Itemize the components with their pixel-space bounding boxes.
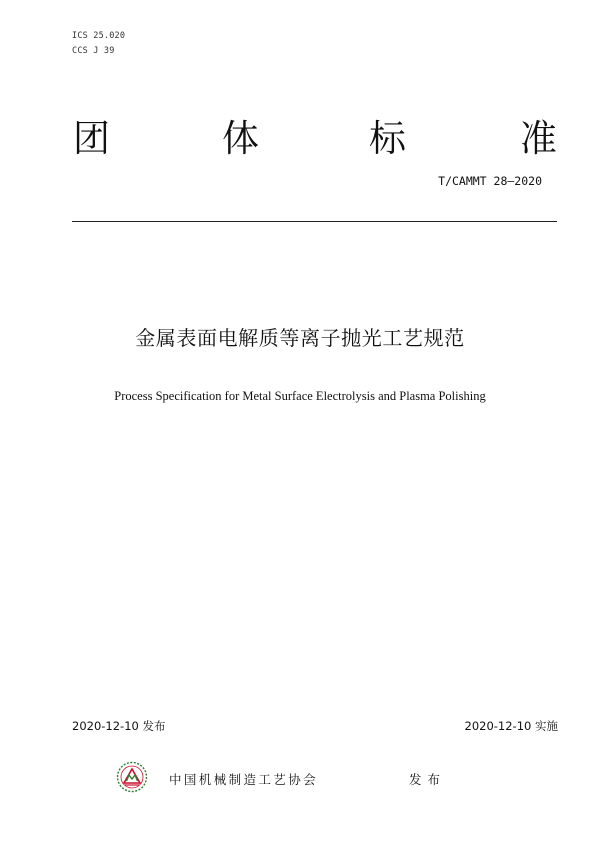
title-chinese: 金属表面电解质等离子抛光工艺规范 <box>135 326 465 350</box>
standard-type-char-4: 准 <box>520 117 557 160</box>
standard-type-char-3: 标 <box>369 117 406 160</box>
standard-number: T/CAMMT 28—2020 <box>438 174 542 188</box>
issue-label: 发布 <box>409 772 447 787</box>
standard-type-char-1: 团 <box>73 117 110 160</box>
header-divider <box>72 221 557 222</box>
issuer-name: 中国机械制造工艺协会 <box>169 772 319 787</box>
publish-date: 2020-12-10 发布 <box>72 719 166 733</box>
implement-date: 2020-12-10 实施 <box>464 719 558 733</box>
standard-type-char-2: 体 <box>222 117 259 160</box>
title-english: Process Specification for Metal Surface Electrolysis and Plasma Polishing <box>114 389 486 403</box>
ics-code: ICS 25.020 <box>72 31 126 41</box>
association-logo-icon <box>116 761 148 793</box>
ccs-code: CCS J 39 <box>72 46 115 56</box>
